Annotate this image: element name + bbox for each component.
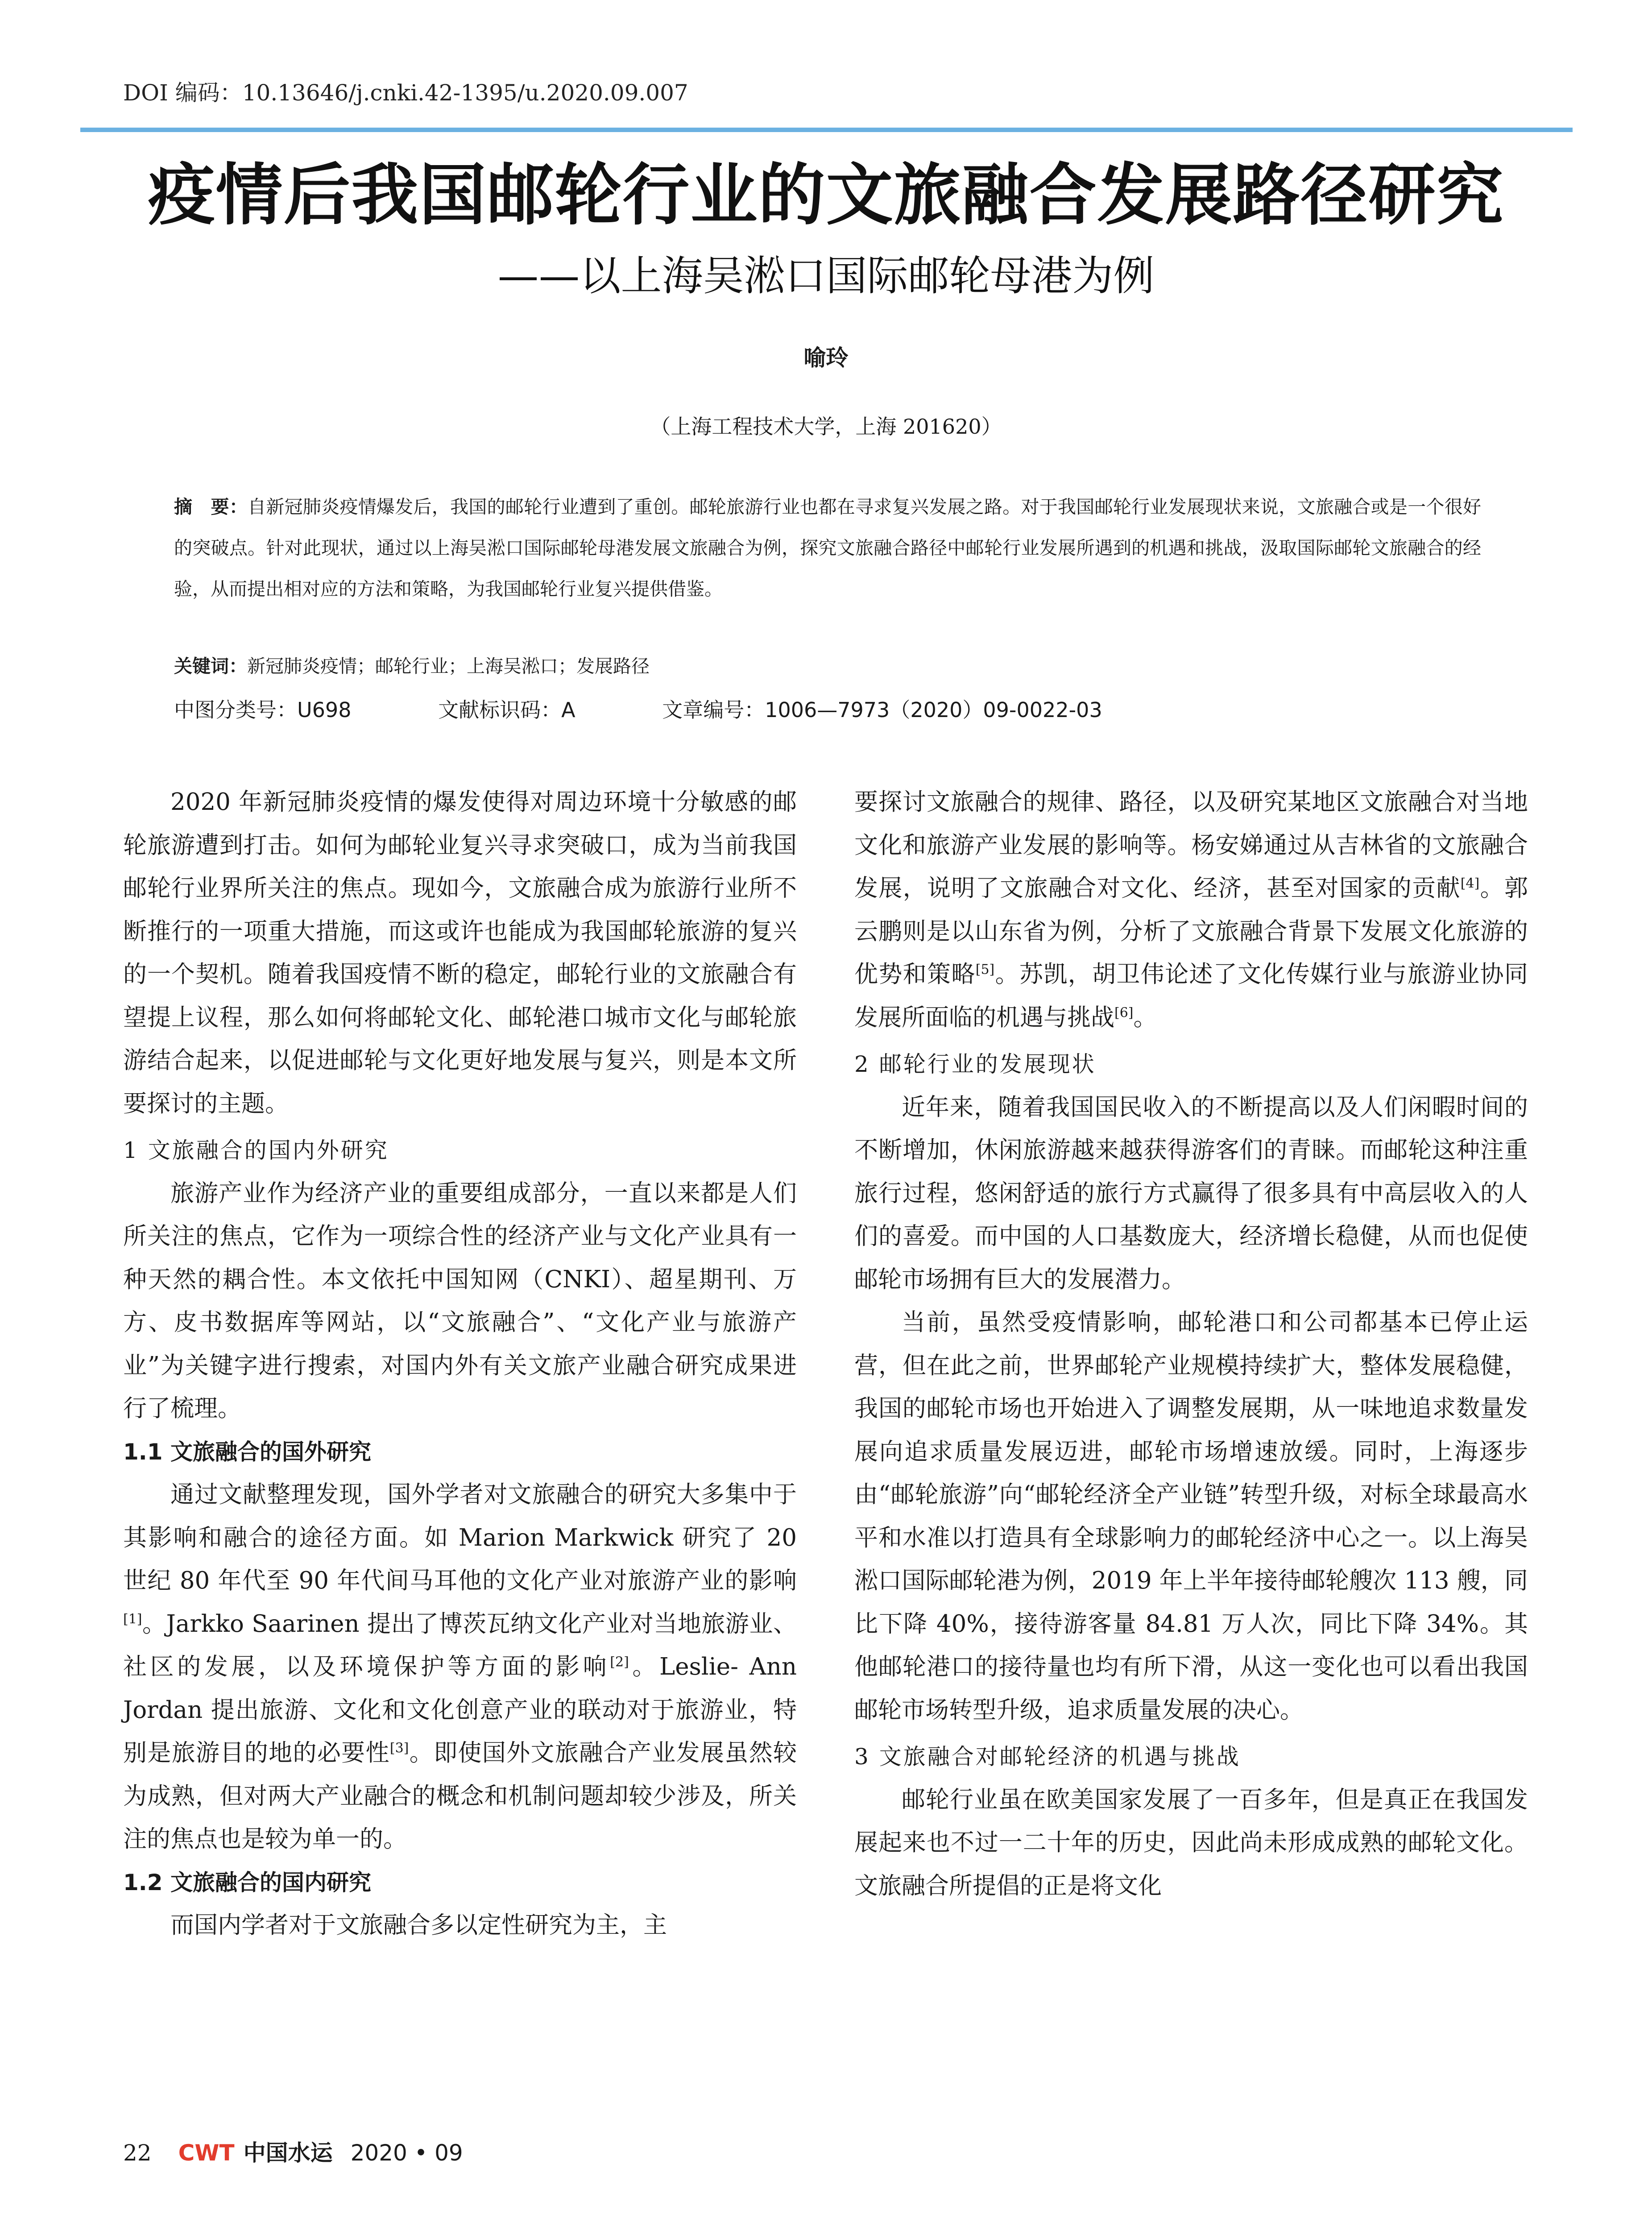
text-run: 。: [1133, 1004, 1157, 1031]
citation-ref[interactable]: [2]: [610, 1654, 629, 1670]
paper-subtitle: ——以上海吴淞口国际邮轮母港为例: [497, 252, 1155, 300]
text-run: 。苏凯，胡卫伟论述了文化传媒行业与旅游业协同发展所面临的机遇与挑战: [854, 961, 1528, 1031]
article-number: 文章编号：1006—7973（2020）09-0022-03: [662, 698, 1102, 722]
journal-logo: CWT: [178, 2140, 235, 2166]
paragraph: 邮轮行业虽在欧美国家发展了一百多年，但是真正在我国发展起来也不过一二十年的历史，因此尚未形成成熟的邮轮文化。文旅融合所提倡的正是将文化: [854, 1786, 1528, 1899]
page-number: 22: [123, 2140, 152, 2166]
paragraph: [854, 781, 1528, 1039]
text-run: 要探讨文旅融合的规律、路径，以及研究某地区文旅融合对当地文化和旅游产业发展的影响等。杨安娣通过从吉林省的文旅融合发展，说明了文旅融合对文化、经济，甚至对国家的贡献: [854, 788, 1528, 902]
right-column: [854, 781, 1528, 1908]
text-run: 通过文献整理发现，国外学者对文旅融合的研究大多集中于其影响和融合的途径方面。如 Marion Markwick 研究了 20 世纪 80 年代至 90 年代间马耳他的文化产业对旅游产业的影响: [123, 1481, 797, 1594]
classification-meta: [174, 694, 1481, 723]
paragraph: 当前，虽然受疫情影响，邮轮港口和公司都基本已停止运营，但在此之前，世界邮轮产业规模持续扩大，整体发展稳健，我国的邮轮市场也开始进入了调整发展期，从一味地追求数量发展向追求质量发展迈进，邮轮市场增速放缓。同时，上海逐步由“邮轮旅游”向“邮轮经济全产业链”转型升级，对标全球最高水平和水准以打造具有全球影响力的邮轮经济中心之一。以上海吴淞口国际邮轮港为例，2019 年上半年接待邮轮艘次 113 艘，同比下降 40%，接待游客量 84.81 万人次，同比下降 34%。其他邮轮港口的接待量也均有所下滑，从这一变化也可以看出我国邮轮市场转型升级，追求质量发展的决心。: [854, 1309, 1528, 1724]
paragraph: 而国内学者对于文旅融合多以定性研究为主，主: [170, 1912, 667, 1939]
affiliation: （上海工程技术大学，上海 201620）: [650, 415, 1002, 439]
text-run: 。即使国外文旅融合产业发展虽然较为成熟，但对两大产业融合的概念和机制问题却较少涉及，所关注的焦点也是较为单一的。: [123, 1739, 797, 1853]
page-footer: [123, 2135, 463, 2167]
citation-ref[interactable]: [5]: [975, 962, 995, 978]
section-heading-1: 1 文旅融合的国内外研究: [123, 1137, 389, 1163]
left-column: [123, 781, 797, 1947]
paragraph: 近年来，随着我国国民收入的不断提高以及人们闲暇时间的不断增加，休闲旅游越来越获得游客们的青睐。而邮轮这种注重旅行过程，悠闲舒适的旅行方式赢得了很多具有中高层收入的人们的喜爱。而中国的人口基数庞大，经济增长稳健，从而也促使邮轮市场拥有巨大的发展潜力。: [854, 1093, 1528, 1293]
document-code: 文献标识码：A: [438, 698, 576, 722]
keywords-label: 关键词：: [174, 655, 247, 677]
journal-name: 中国水运: [243, 2140, 333, 2166]
text-run: 。Jarkko Saarinen 提出了博茨瓦纳文化产业对当地旅游业、社区的发展，以及环境保护等方面的影响: [123, 1610, 797, 1680]
paper-title: 疫情后我国邮轮行业的文旅融合发展路径研究: [148, 156, 1504, 234]
paragraph: 2020 年新冠肺炎疫情的爆发使得对周边环境十分敏感的邮轮旅游遭到打击。如何为邮轮业复兴寻求突破口，成为当前我国邮轮行业界所关注的焦点。现如今，文旅融合成为旅游行业所不断推行的一项重大措施，而这或许也能成为我国邮轮旅游的复兴的一个契机。随着我国疫情不断的稳定，邮轮行业的文旅融合有望提上议程，那么如何将邮轮文化、邮轮港口城市文化与邮轮旅游结合起来，以促进邮轮与文化更好地发展与复兴，则是本文所要探讨的主题。: [123, 788, 797, 1117]
section-heading-3: 3 文旅融合对邮轮经济的机遇与挑战: [854, 1744, 1241, 1770]
keywords: [174, 651, 1481, 678]
paragraph: 旅游产业作为经济产业的重要组成部分，一直以来都是人们所关注的焦点，它作为一项综合性的经济产业与文化产业具有一种天然的耦合性。本文依托中国知网（CNKI）、超星期刊、万方、皮书数据库等网站，以“文旅融合”、“文化产业与旅游产业”为关键字进行搜索，对国内外有关文旅产业融合研究成果进行了梳理。: [123, 1179, 797, 1422]
paragraph: [123, 1473, 797, 1861]
keywords-text: 新冠肺炎疫情；邮轮行业；上海吴淞口；发展路径: [247, 655, 650, 677]
citation-ref[interactable]: [6]: [1114, 1004, 1134, 1020]
citation-ref[interactable]: [3]: [389, 1740, 409, 1756]
issue-date: 2020 • 09: [350, 2140, 463, 2166]
abstract: [174, 486, 1481, 610]
abstract-text: 自新冠肺炎疫情爆发后，我国的邮轮行业遭到了重创。邮轮旅游行业也都在寻求复兴发展之路。对于我国邮轮行业发展现状来说，文旅融合或是一个很好的突破点。针对此现状，通过以上海吴淞口国际邮轮母港发展文旅融合为例，探究文旅融合路径中邮轮行业发展所遇到的机遇和挑战，汲取国际邮轮文旅融合的经验，从而提出相对应的方法和策略，为我国邮轮行业复兴提供借鉴。: [174, 496, 1482, 600]
subsection-heading-1-1: 1.1 文旅融合的国外研究: [123, 1439, 371, 1465]
section-heading-2: 2 邮轮行业的发展现状: [854, 1051, 1096, 1077]
abstract-label: 摘 要：: [174, 496, 248, 518]
clc-number: 中图分类号：U698: [174, 698, 352, 722]
doi-line: DOI 编码：10.13646/j.cnki.42-1395/u.2020.09.007: [123, 80, 688, 106]
header-rule: [80, 128, 1573, 132]
subsection-heading-1-2: 1.2 文旅融合的国内研究: [123, 1869, 371, 1895]
text-run: 。郭云鹏则是以山东省为例，分析了文旅融合背景下发展文化旅游的优势和策略: [854, 875, 1528, 988]
author: 喻玲: [803, 345, 849, 371]
text-run: 。Leslie- Ann Jordan 提出旅游、文化和文化创意产业的联动对于旅游业，特别是旅游目的地的必要性: [123, 1653, 797, 1767]
citation-ref[interactable]: [4]: [1460, 875, 1480, 892]
citation-ref[interactable]: [1]: [123, 1611, 142, 1627]
